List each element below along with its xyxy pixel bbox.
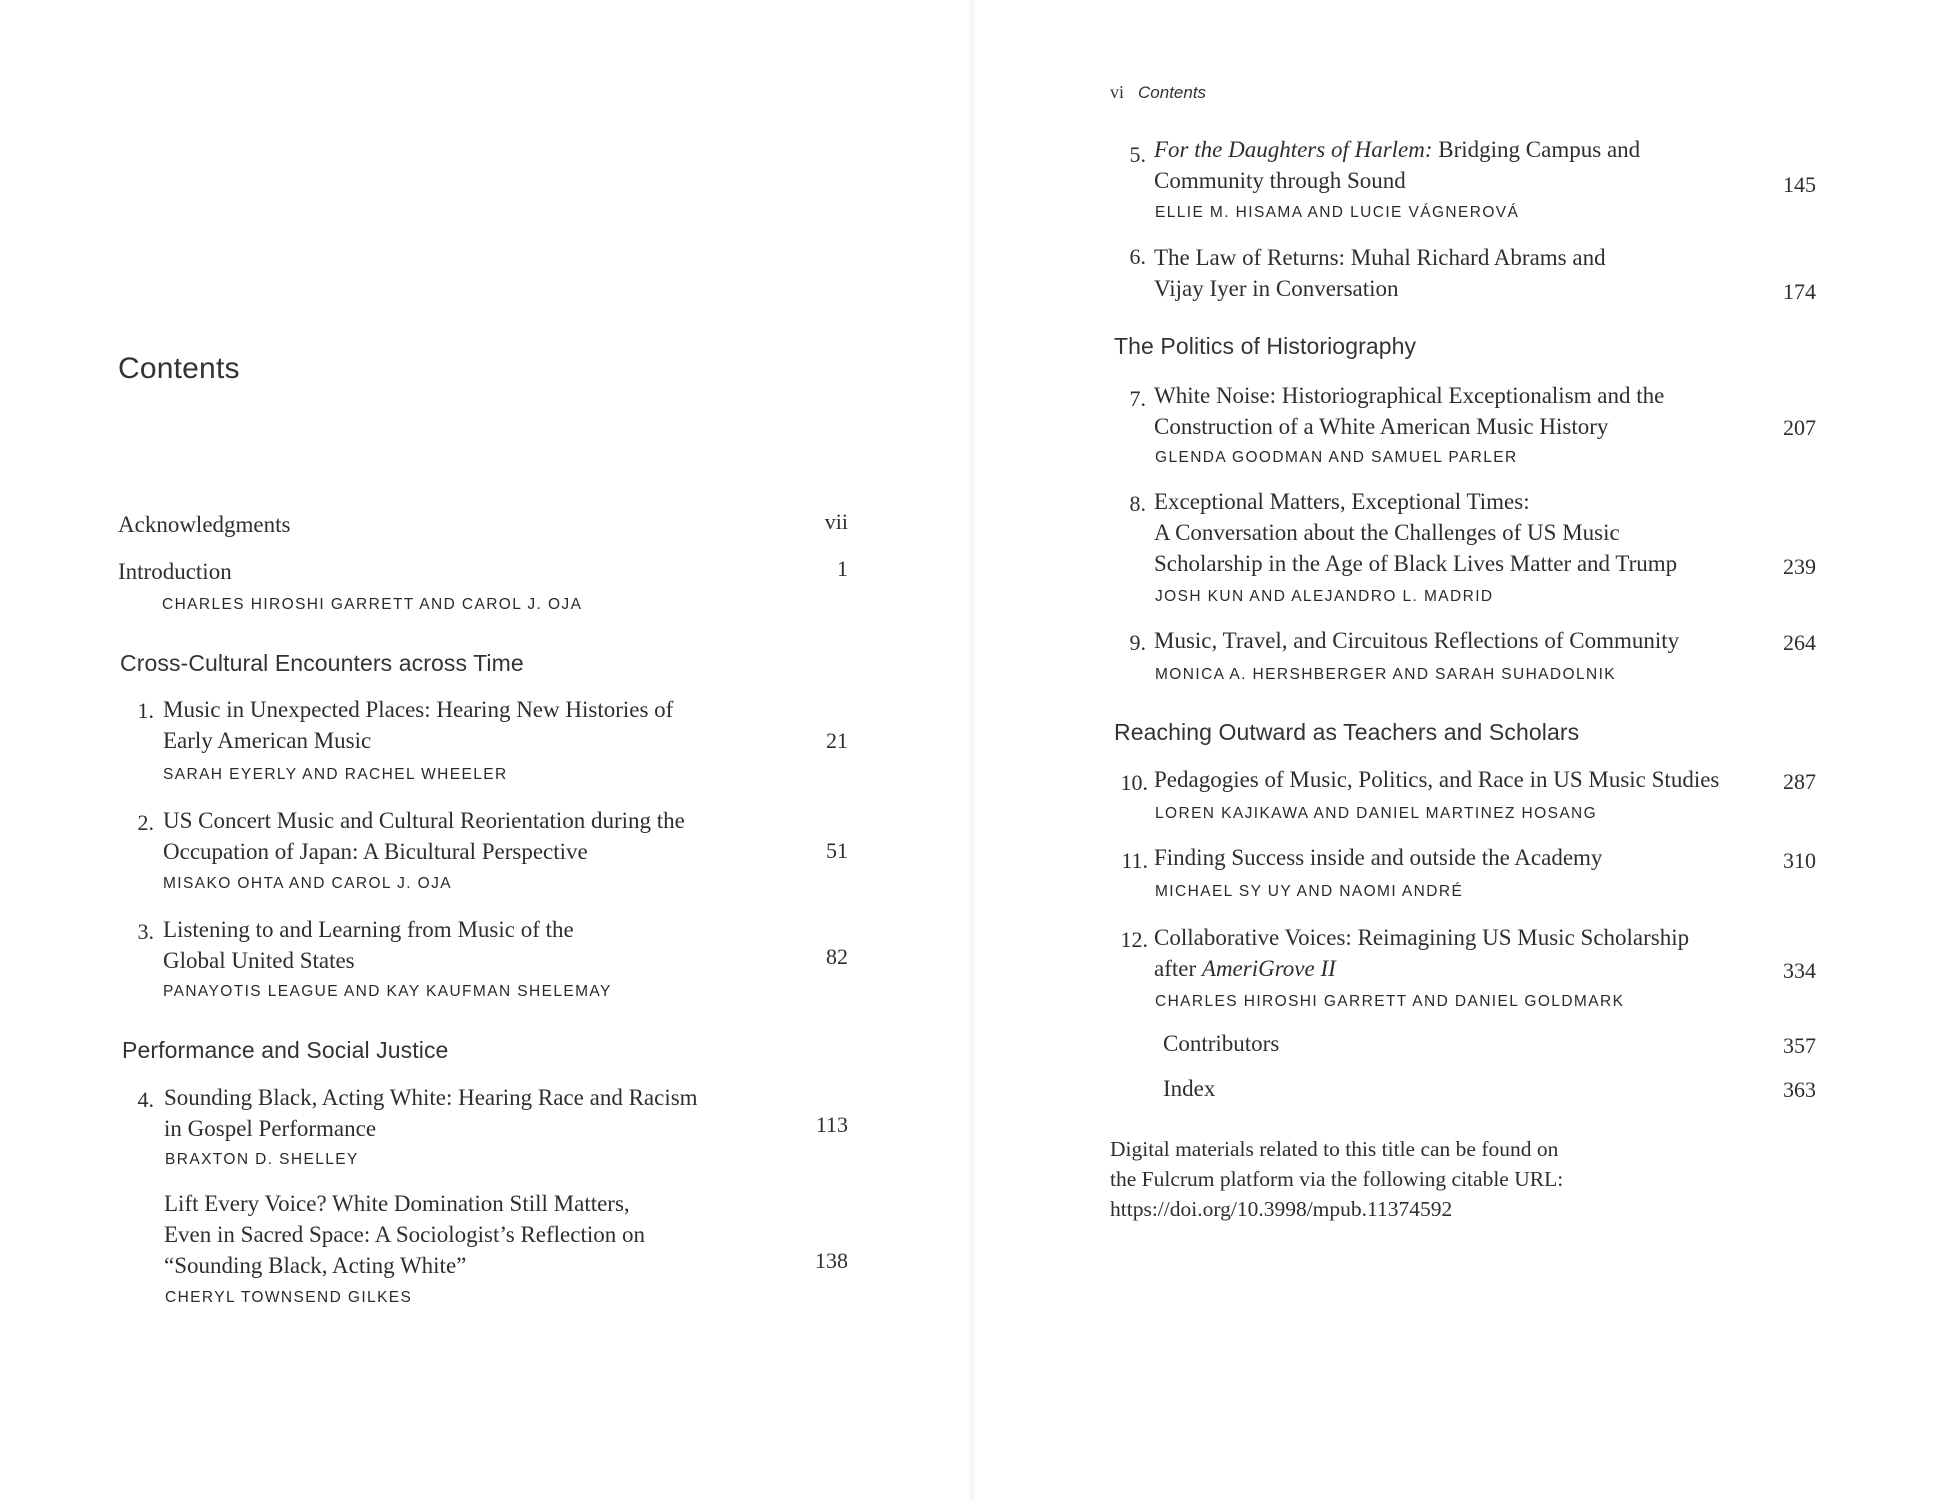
chapter-title[interactable]	[164, 1082, 698, 1144]
running-head	[1110, 82, 1206, 103]
chapter-page: 113	[815, 1112, 848, 1137]
chapter-title[interactable]	[1154, 242, 1606, 304]
chapter-number: 7.	[1129, 386, 1146, 411]
chapter-page: 264	[1783, 630, 1816, 655]
chapter-page: 287	[1783, 769, 1816, 794]
chapter-page: 145	[1783, 172, 1816, 197]
chapter-number: 11.	[1121, 848, 1148, 873]
chapter-title-line: White Noise: Historiographical Exceptionalism and the	[1154, 383, 1665, 408]
chapter-page: 207	[1783, 415, 1816, 440]
toc-page-contributors: 357	[1783, 1033, 1816, 1058]
chapter-title[interactable]	[1154, 842, 1602, 873]
chapter-title-line: US Concert Music and Cultural Reorientation during the	[163, 808, 685, 833]
chapter-title-line: Construction of a White American Music History	[1154, 414, 1609, 439]
chapter-title[interactable]	[1154, 134, 1640, 196]
section-heading: Reaching Outward as Teachers and Scholars	[1114, 719, 1580, 745]
chapter-title[interactable]	[1154, 625, 1679, 656]
chapter-title[interactable]	[163, 805, 685, 867]
chapter-title[interactable]	[1154, 764, 1719, 795]
folio: vi	[1110, 82, 1125, 102]
chapter-authors: PANAYOTIS LEAGUE AND KAY KAUFMAN SHELEMAY	[163, 983, 612, 1000]
chapter-title-line: after	[1154, 956, 1202, 981]
chapter-page: 334	[1783, 958, 1816, 983]
section-heading: The Politics of Historiography	[1114, 333, 1417, 359]
chapter-title-line: Collaborative Voices: Reimagining US Music Scholarship	[1154, 925, 1690, 950]
chapter-authors: CHERYL TOWNSEND GILKES	[165, 1289, 413, 1306]
chapter-title-line: Early American Music	[163, 728, 372, 753]
toc-authors-introduction: CHARLES HIROSHI GARRETT AND CAROL J. OJA	[162, 596, 583, 613]
toc-entry-acknowledgments[interactable]: Acknowledgments	[118, 512, 291, 537]
chapter-title-line: “Sounding Black, Acting White”	[164, 1253, 467, 1278]
chapter-page: 51	[826, 838, 848, 863]
chapter-title[interactable]	[164, 1188, 645, 1281]
chapter-authors: BRAXTON D. SHELLEY	[165, 1151, 359, 1168]
note-line: the Fulcrum platform via the following citable URL:	[1110, 1167, 1564, 1191]
chapter-title[interactable]	[1154, 922, 1689, 984]
toc-entry-index[interactable]: Index	[1163, 1076, 1216, 1101]
chapter-title-line: Vijay Iyer in Conversation	[1154, 276, 1399, 301]
chapter-page: 21	[826, 728, 848, 753]
chapter-authors: JOSH KUN AND ALEJANDRO L. MADRID	[1155, 588, 1494, 605]
toc-entry-introduction[interactable]: Introduction	[118, 559, 232, 584]
chapter-title-line: The Law of Returns: Muhal Richard Abrams and	[1154, 245, 1606, 270]
chapter-number: 2.	[137, 810, 154, 835]
chapter-page: 239	[1783, 554, 1816, 579]
right-page	[972, 0, 1944, 1500]
chapter-number: 4.	[137, 1087, 154, 1112]
chapter-number: 1.	[137, 698, 154, 723]
chapter-title-line: Bridging Campus and	[1432, 137, 1641, 162]
chapter-number: 12.	[1120, 927, 1148, 952]
section-heading: Performance and Social Justice	[122, 1037, 449, 1063]
chapter-title[interactable]	[163, 694, 673, 756]
chapter-authors: LOREN KAJIKAWA AND DANIEL MARTINEZ HOSANG	[1155, 805, 1598, 822]
chapter-title-line: Community through Sound	[1154, 168, 1406, 193]
chapter-page: 174	[1783, 279, 1816, 304]
chapter-title-line: Sounding Black, Acting White: Hearing Race and Racism	[164, 1085, 698, 1110]
chapter-authors: ELLIE M. HISAMA AND LUCIE VÁGNEROVÁ	[1155, 204, 1520, 221]
chapter-title-line: Occupation of Japan: A Bicultural Perspective	[163, 839, 588, 864]
chapter-title-line: Scholarship in the Age of Black Lives Matter and Trump	[1154, 551, 1678, 576]
chapter-number: 6.	[1129, 244, 1146, 269]
section-heading: Cross-Cultural Encounters across Time	[120, 650, 524, 676]
chapter-page: 310	[1783, 848, 1816, 873]
toc-page-acknowledgments: vii	[824, 509, 848, 534]
toc-entry-contributors[interactable]: Contributors	[1163, 1031, 1280, 1056]
chapter-authors: SARAH EYERLY AND RACHEL WHEELER	[163, 766, 508, 783]
chapter-title-line: Lift Every Voice? White Domination Still Matters,	[164, 1191, 630, 1216]
chapter-authors: MICHAEL SY UY AND NAOMI ANDRÉ	[1155, 883, 1464, 900]
digital-materials-note	[1110, 1134, 1563, 1224]
chapter-authors: GLENDA GOODMAN AND SAMUEL PARLER	[1155, 449, 1518, 466]
chapter-title-italic: AmeriGrove II	[1201, 956, 1336, 981]
chapter-title-line: Finding Success inside and outside the Academy	[1154, 845, 1603, 870]
chapter-title[interactable]	[163, 914, 574, 976]
chapter-title-line: Pedagogies of Music, Politics, and Race in US Music Studies	[1154, 767, 1720, 792]
chapter-title-line: in Gospel Performance	[164, 1116, 377, 1141]
doi-link[interactable]: https://doi.org/10.3998/mpub.11374592	[1110, 1197, 1453, 1221]
toc-page-index: 363	[1783, 1077, 1816, 1102]
chapter-authors: CHARLES HIROSHI GARRETT AND DANIEL GOLDMARK	[1155, 993, 1625, 1010]
chapter-number: 3.	[137, 919, 154, 944]
running-head-title: Contents	[1138, 83, 1207, 102]
chapter-title-italic: For the Daughters of Harlem:	[1154, 137, 1433, 162]
chapter-number: 9.	[1129, 630, 1146, 655]
note-line: Digital materials related to this title can be found on	[1110, 1137, 1559, 1161]
chapter-page: 82	[826, 944, 848, 969]
chapter-title-line: Even in Sacred Space: A Sociologist’s Reflection on	[164, 1222, 646, 1247]
chapter-page: 138	[815, 1248, 848, 1273]
chapter-number: 5.	[1129, 142, 1146, 167]
chapter-title-line: Exceptional Matters, Exceptional Times:	[1154, 489, 1530, 514]
toc-page-introduction: 1	[837, 556, 848, 581]
chapter-title-line: Music in Unexpected Places: Hearing New Histories of	[163, 697, 674, 722]
chapter-number: 10.	[1120, 770, 1148, 795]
chapter-title-line: Global United States	[163, 948, 355, 973]
chapter-authors: MISAKO OHTA AND CAROL J. OJA	[163, 875, 452, 892]
chapter-title-line: Music, Travel, and Circuitous Reflections of Community	[1154, 628, 1680, 653]
chapter-authors: MONICA A. HERSHBERGER AND SARAH SUHADOLNIK	[1155, 666, 1617, 683]
chapter-title-line: Listening to and Learning from Music of the	[163, 917, 574, 942]
chapter-title[interactable]	[1154, 486, 1677, 579]
page-title: Contents	[118, 352, 240, 385]
chapter-number: 8.	[1129, 491, 1146, 516]
chapter-title[interactable]	[1154, 380, 1664, 442]
chapter-title-line: A Conversation about the Challenges of US Music	[1154, 520, 1620, 545]
